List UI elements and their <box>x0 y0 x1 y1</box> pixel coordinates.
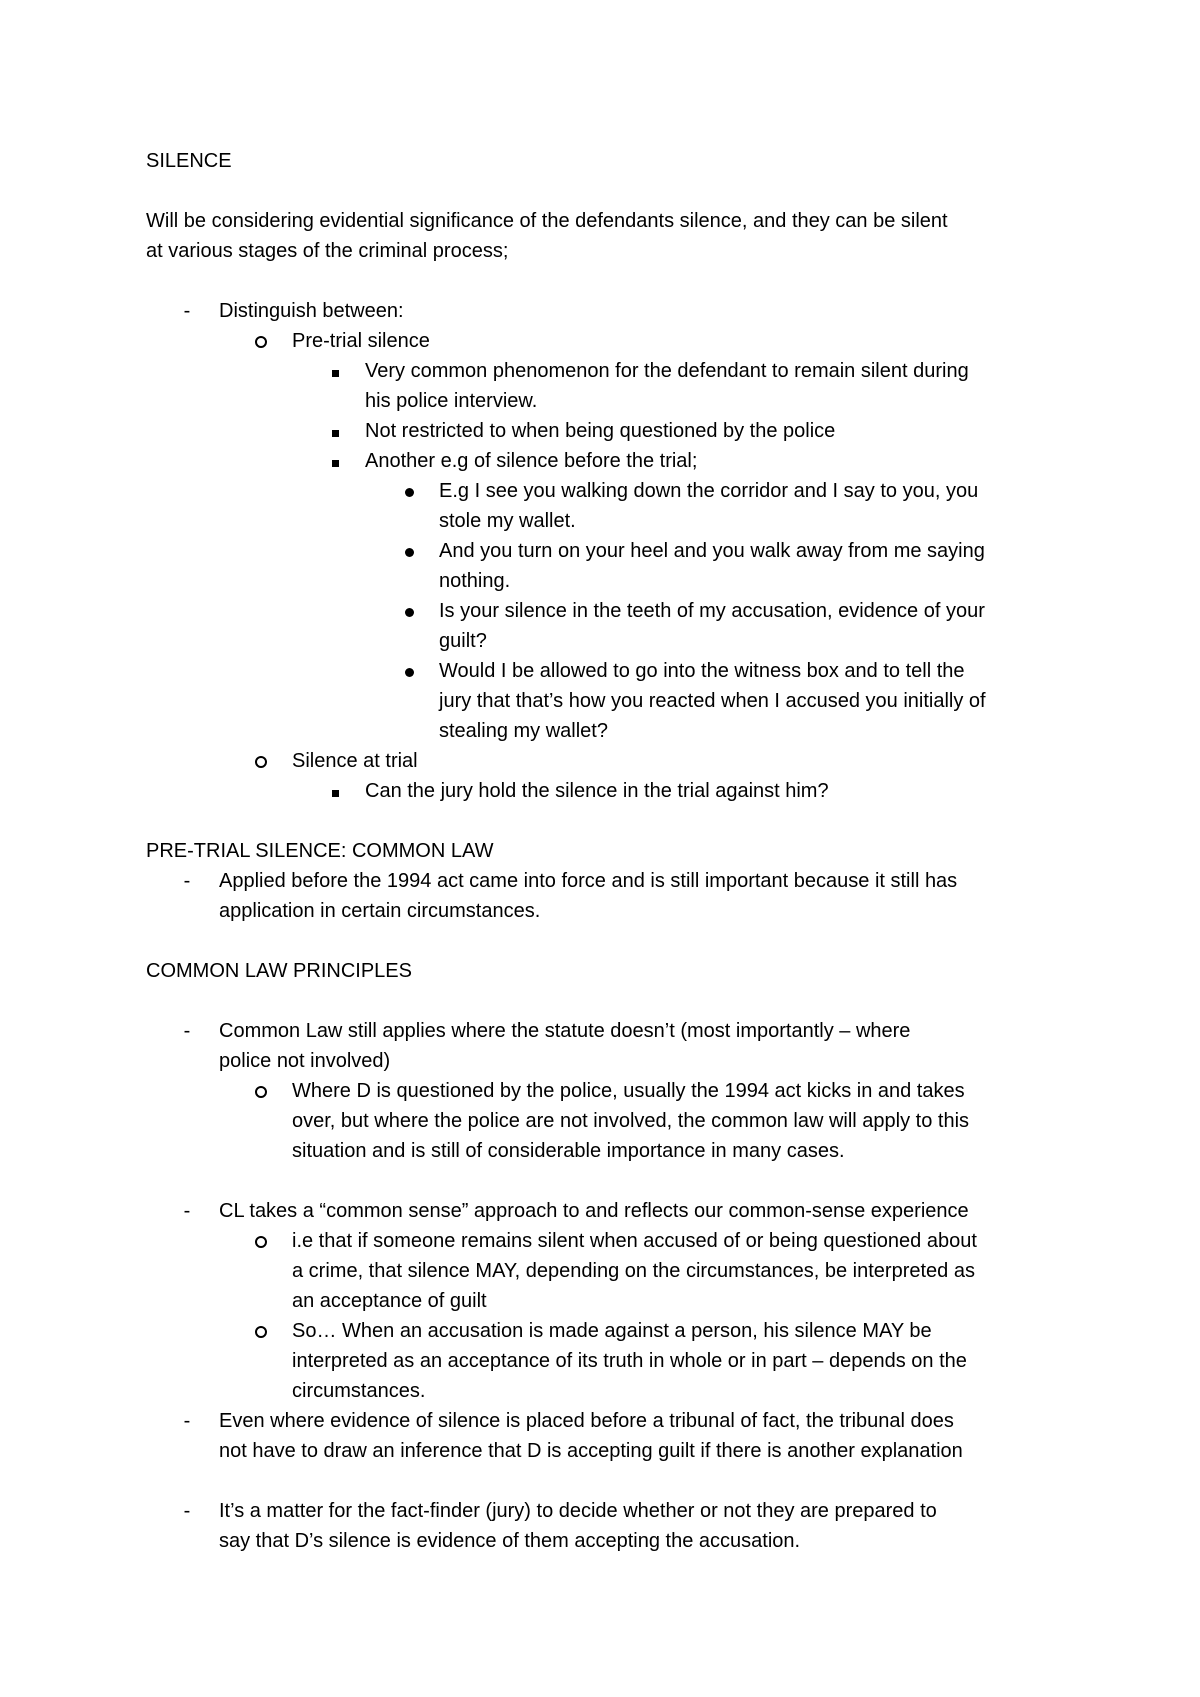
principle-1b: police not involved) <box>219 1050 391 1072</box>
intro-line-1: Will be considering evidential significance of the defendants silence, and they can be silent <box>146 210 948 232</box>
principle-1-sub-b: over, but where the police are not involved, the common law will apply to this <box>292 1110 970 1132</box>
example-2a: And you turn on your heel and you walk away from me saying <box>439 540 985 562</box>
pretrial-point-1a: Very common phenomenon for the defendant to remain silent during <box>365 360 969 382</box>
pretrial-point-3: Another e.g of silence before the trial; <box>365 450 698 472</box>
principle-2-sub1-a: i.e that if someone remains silent when accused of or being questioned about <box>292 1230 977 1252</box>
circle-bullet <box>246 1316 276 1347</box>
square-bullet <box>320 416 350 446</box>
sub-item-attrial: Silence at trial <box>292 750 418 772</box>
example-4b: jury that that’s how you reacted when I accused you initially of <box>439 690 986 712</box>
example-1b: stole my wallet. <box>439 510 576 532</box>
section2-item-a: Applied before the 1994 act came into force and is still important because it still has <box>219 870 958 892</box>
principle-2-sub2-c: circumstances. <box>292 1380 426 1402</box>
principle-2-sub1-c: an acceptance of guilt <box>292 1290 487 1312</box>
attrial-point-1: Can the jury hold the silence in the trial against him? <box>365 780 829 802</box>
section-heading-pretrial-common-law: PRE-TRIAL SILENCE: COMMON LAW <box>146 840 494 862</box>
example-4a: Would I be allowed to go into the witness box and to tell the <box>439 660 965 682</box>
square-bullet <box>320 446 350 476</box>
principle-2-sub1-b: a crime, that silence MAY, depending on the circumstances, be interpreted as <box>292 1260 975 1282</box>
dash-bullet: - <box>183 1410 191 1432</box>
round-bullet <box>394 596 424 626</box>
list-item-distinguish: Distinguish between: <box>219 300 404 322</box>
pretrial-point-2: Not restricted to when being questioned by the police <box>365 420 836 442</box>
principle-2-sub2-b: interpreted as an acceptance of its truth in whole or in part – depends on the <box>292 1350 967 1372</box>
intro-line-2: at various stages of the criminal process; <box>146 240 509 262</box>
example-3a: Is your silence in the teeth of my accusation, evidence of your <box>439 600 985 622</box>
pretrial-point-1b: his police interview. <box>365 390 538 412</box>
principle-3b: not have to draw an inference that D is accepting guilt if there is another explanation <box>219 1440 963 1462</box>
circle-bullet <box>246 1076 276 1107</box>
section2-item-b: application in certain circumstances. <box>219 900 541 922</box>
dash-bullet: - <box>183 1500 191 1522</box>
dash-bullet: - <box>183 1020 191 1042</box>
round-bullet <box>394 476 424 506</box>
principle-1-sub-c: situation and is still of considerable importance in many cases. <box>292 1140 845 1162</box>
dash-bullet: - <box>183 870 191 892</box>
principle-2: CL takes a “common sense” approach to and reflects our common-sense experience <box>219 1200 969 1222</box>
round-bullet <box>394 536 424 566</box>
dash-bullet: - <box>183 1200 191 1222</box>
principle-1a: Common Law still applies where the statute doesn’t (most importantly – where <box>219 1020 911 1042</box>
dash-bullet: - <box>183 300 191 322</box>
principle-4b: say that D’s silence is evidence of them accepting the accusation. <box>219 1530 801 1552</box>
example-2b: nothing. <box>439 570 511 592</box>
principle-1-sub-a: Where D is questioned by the police, usually the 1994 act kicks in and takes <box>292 1080 965 1102</box>
circle-bullet <box>246 1226 276 1257</box>
example-1a: E.g I see you walking down the corridor and I say to you, you <box>439 480 979 502</box>
sub-item-pretrial: Pre-trial silence <box>292 330 430 352</box>
document-title: SILENCE <box>146 150 232 172</box>
section-heading-common-law-principles: COMMON LAW PRINCIPLES <box>146 960 412 982</box>
example-3b: guilt? <box>439 630 487 652</box>
principle-4a: It’s a matter for the fact-finder (jury) to decide whether or not they are prepared to <box>219 1500 937 1522</box>
square-bullet <box>320 776 350 806</box>
principle-2-sub2-a: So… When an accusation is made against a person, his silence MAY be <box>292 1320 932 1342</box>
example-4c: stealing my wallet? <box>439 720 608 742</box>
square-bullet <box>320 356 350 386</box>
principle-3a: Even where evidence of silence is placed before a tribunal of fact, the tribunal does <box>219 1410 954 1432</box>
circle-bullet <box>246 326 276 357</box>
round-bullet <box>394 656 424 686</box>
circle-bullet <box>246 746 276 777</box>
